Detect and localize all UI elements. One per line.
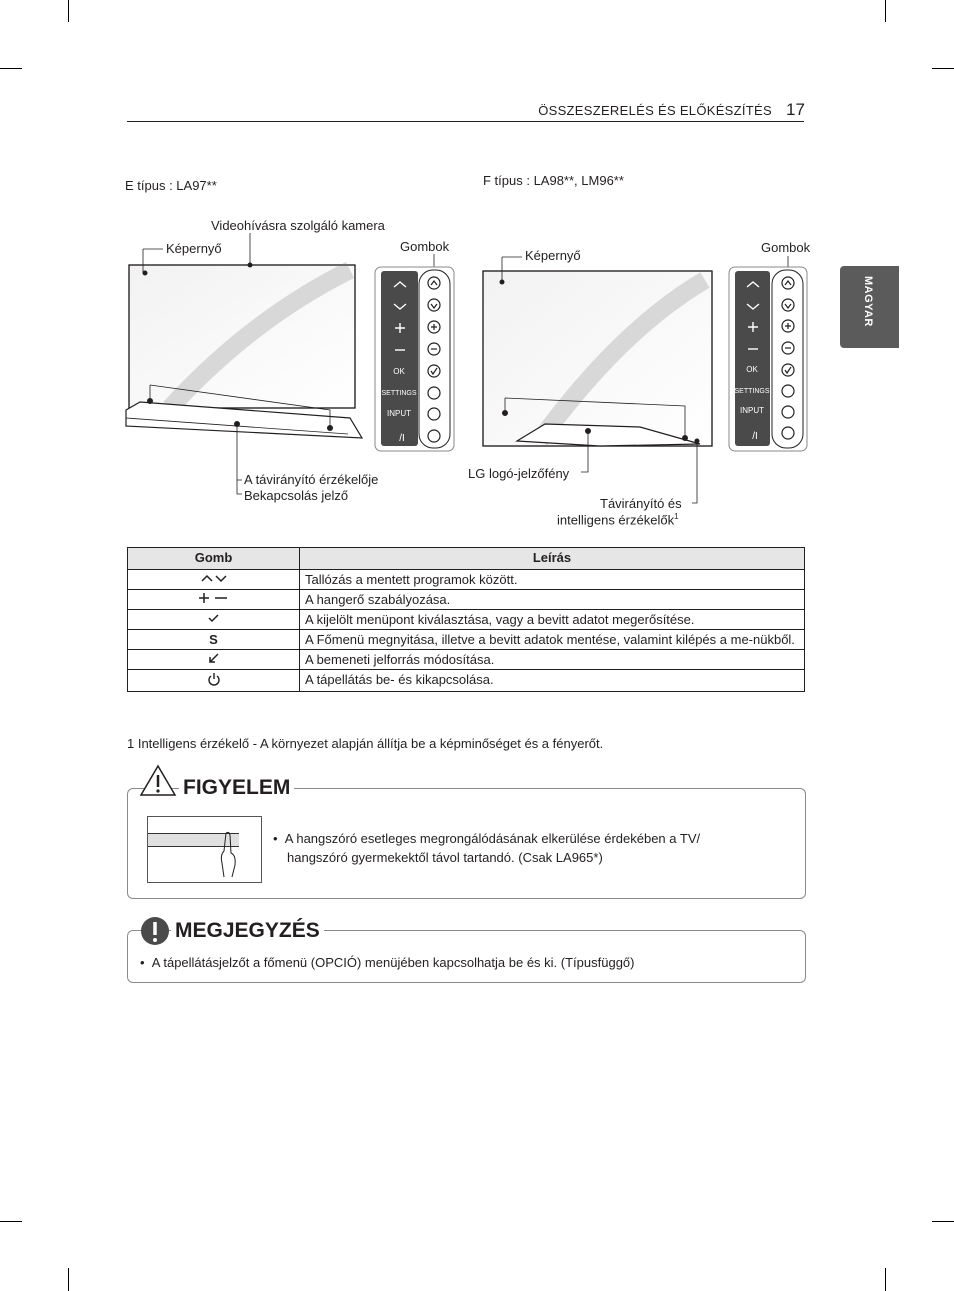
table-row — [128, 630, 805, 650]
table-row — [128, 570, 805, 590]
panel-input-f: INPUT — [740, 406, 764, 415]
crop-mark — [0, 1221, 22, 1222]
desc-cell: A kijelölt menüpont kiválasztása, vagy a bevitt adatot megerősítése. — [300, 610, 805, 630]
panel-settings-f: SETTINGS — [734, 388, 770, 395]
button-cell — [128, 650, 300, 670]
plus-minus-icon — [197, 592, 231, 604]
power-led-label: Bekapcsolás jelző — [244, 488, 349, 503]
footnote: 1 Intelligens érzékelő - A környezet alapján állítja be a képminőséget és a fényerőt. — [127, 736, 604, 751]
language-tab-label: MAGYAR — [862, 276, 874, 327]
note-title: MEGJEGYZÉS — [171, 919, 324, 943]
camera-label: Videohívásra szolgáló kamera — [211, 218, 385, 233]
button-cell — [128, 570, 300, 590]
panel-ok-f: OK — [746, 365, 758, 374]
panel-input-e: INPUT — [387, 409, 411, 418]
screen-label-f: Képernyő — [525, 248, 581, 263]
sensor-label-f-2: intelligens érzékelők$^1$ — [557, 512, 679, 528]
crop-mark — [68, 1268, 69, 1291]
speaker-illustration — [147, 816, 262, 883]
input-arrow-icon — [207, 652, 221, 664]
button-panel-f — [729, 267, 807, 451]
desc-cell: A bemeneti jelforrás módosítása. — [300, 650, 805, 670]
buttons-label-f: Gombok — [761, 240, 811, 255]
warning-icon — [139, 764, 177, 798]
button-cell — [128, 590, 300, 610]
tv-diagrams — [0, 0, 954, 540]
crop-mark — [885, 1268, 886, 1291]
button-cell — [128, 610, 300, 630]
table-header-row — [128, 548, 805, 570]
table-row — [128, 610, 805, 630]
panel-power-f: /I — [752, 431, 758, 442]
desc-cell: A tápellátás be- és kikapcsolása. — [300, 670, 805, 692]
panel-power-e: /I — [399, 433, 405, 444]
buttons-label-e: Gombok — [400, 239, 450, 254]
desc-cell: A Főmenü megnyitása, illetve a bevitt adatok mentése, valamint kilépés a me-nükből. — [300, 630, 805, 650]
sensor-label-e: A távirányító érzékelője — [244, 472, 379, 487]
caution-title: FIGYELEM — [179, 776, 294, 800]
button-panel-e — [375, 267, 454, 451]
panel-ok-e: OK — [393, 367, 405, 376]
hand-icon — [214, 829, 242, 879]
desc-cell: A hangerő szabályozása. — [300, 590, 805, 610]
sensor-label-f-1: Távirányító és — [600, 496, 682, 511]
crop-mark — [932, 1221, 954, 1222]
type-f-label: F típus : LA98**, LM96** — [483, 173, 624, 188]
caution-bullet: • A hangszóró esetleges megrongálódásának elkerülése érdekében a TV/ hangszóró gyermekektől távol tartandó. (Csak LA965*) — [273, 831, 701, 865]
up-down-icon — [197, 572, 231, 584]
exclamation-icon — [140, 916, 170, 946]
power-icon — [207, 672, 221, 686]
col-desc-header: Leírás — [300, 548, 805, 570]
table-row — [128, 670, 805, 692]
check-icon — [207, 612, 221, 624]
table-row — [128, 590, 805, 610]
type-e-label: E típus : LA97** — [125, 178, 217, 193]
panel-settings-e: SETTINGS — [381, 390, 417, 397]
logo-light-label: LG logó-jelzőfény — [468, 466, 570, 481]
section-title: ÖSSZESZERELÉS ÉS ELŐKÉSZÍTÉS — [538, 103, 772, 118]
col-button-header: Gomb — [128, 548, 300, 570]
note-bullet: • A tápellátásjelzőt a főmenü (OPCIÓ) menüjében kapcsolhatja be és ki. (Típusfüggő) — [140, 955, 635, 970]
desc-cell: Tallózás a mentett programok között. — [300, 570, 805, 590]
button-cell — [128, 670, 300, 692]
table-row — [128, 650, 805, 670]
button-table — [127, 547, 805, 692]
screen-label-e: Képernyő — [166, 241, 222, 256]
page-number: 17 — [786, 100, 805, 119]
settings-s-cell: S — [128, 630, 300, 650]
